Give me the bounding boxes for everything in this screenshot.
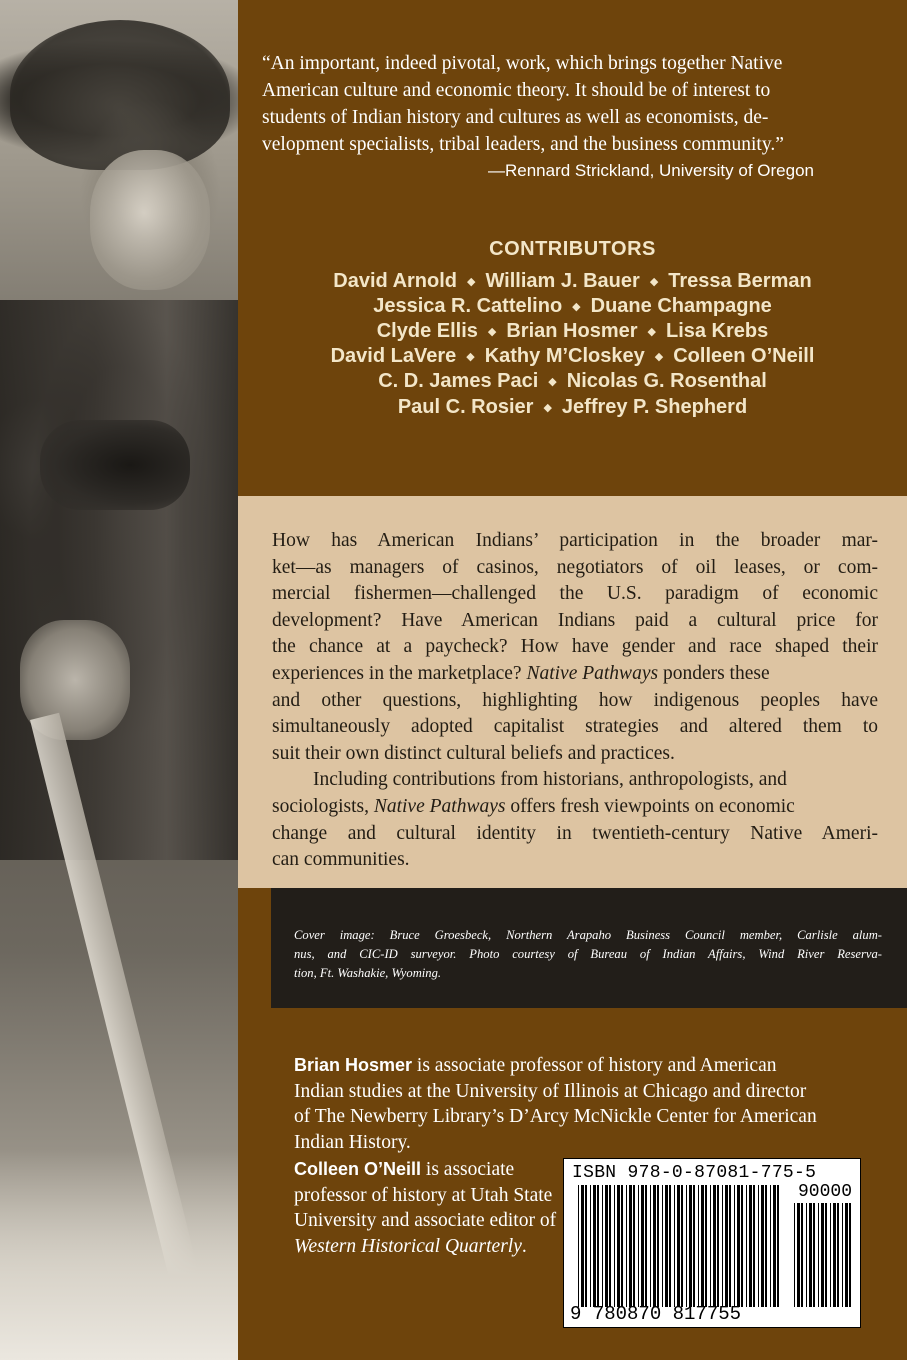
contributor-name: Jessica R. Cattelino bbox=[373, 295, 563, 317]
barcode-bar bbox=[722, 1185, 723, 1307]
bio-line: Indian studies at the University of Illinois at Chicago and director bbox=[294, 1080, 807, 1102]
barcode-bar bbox=[626, 1185, 627, 1307]
barcode-bar bbox=[734, 1185, 735, 1307]
barcode-bar bbox=[701, 1185, 704, 1307]
barcode-bar bbox=[605, 1185, 608, 1307]
bio-line: University and associate editor of bbox=[294, 1210, 557, 1232]
desc-line: development? Have American Indians paid a cultural price for bbox=[272, 609, 878, 631]
barcode-bar bbox=[581, 1185, 584, 1307]
isbn-barcode bbox=[563, 1158, 861, 1328]
barcode-bar bbox=[818, 1203, 819, 1307]
barcode-bar bbox=[693, 1185, 695, 1307]
bio-line bbox=[294, 1053, 854, 1079]
desc-text: experiences in the marketplace? bbox=[272, 662, 522, 684]
desc-line: change and cultural identity in twentieth-century Native Ameri- bbox=[272, 822, 878, 844]
addon-barcode-bars bbox=[794, 1203, 852, 1307]
contributor-name: Brian Hosmer bbox=[506, 320, 638, 342]
barcode-bar bbox=[729, 1185, 731, 1307]
separator-diamond-icon: ◆ bbox=[466, 351, 475, 363]
barcode-bar bbox=[845, 1203, 848, 1307]
contributor-name: David Arnold bbox=[333, 270, 458, 292]
barcode-bar bbox=[645, 1185, 647, 1307]
desc-line: and other questions, highlighting how indigenous peoples have bbox=[272, 689, 878, 711]
caption-panel bbox=[271, 888, 907, 1008]
contributor-name: Colleen O’Neill bbox=[673, 345, 815, 367]
barcode-bar bbox=[837, 1203, 839, 1307]
barcode-bar bbox=[713, 1185, 716, 1307]
barcode-bar bbox=[710, 1185, 711, 1307]
desc-line: mercial fishermen—challenged the U.S. paradigm of economic bbox=[272, 583, 878, 605]
isbn-text: ISBN 978-0-87081-775-5 bbox=[572, 1163, 817, 1183]
barcode-bar bbox=[842, 1203, 843, 1307]
quote-line: students of Indian history and cultures as well as economists, de- bbox=[262, 107, 769, 128]
barcode-bar bbox=[578, 1185, 579, 1307]
barcode-bar bbox=[617, 1185, 620, 1307]
barcode-bar bbox=[662, 1185, 663, 1307]
desc-line bbox=[272, 661, 878, 688]
contributors-row bbox=[238, 270, 907, 293]
quote-line: velopment specialists, tribal leaders, and the business community.” bbox=[262, 134, 784, 155]
barcode-bar bbox=[681, 1185, 683, 1307]
desc-line: simultaneously adopted capitalist strategies and altered them to bbox=[272, 716, 878, 738]
barcode-bar bbox=[590, 1185, 591, 1307]
book-title: Native Pathways bbox=[526, 662, 659, 684]
barcode-bar bbox=[737, 1185, 740, 1307]
barcode-bar bbox=[653, 1185, 656, 1307]
barcode-bar bbox=[686, 1185, 687, 1307]
photo-hat-shape bbox=[10, 20, 230, 170]
separator-diamond-icon: ◆ bbox=[467, 276, 476, 288]
editor-bio-hosmer bbox=[294, 1053, 854, 1155]
barcode-bar bbox=[629, 1185, 632, 1307]
description-text bbox=[272, 528, 878, 874]
photo-coat-shape bbox=[0, 300, 238, 860]
barcode-bar bbox=[593, 1185, 596, 1307]
barcode-bar bbox=[677, 1185, 680, 1307]
barcode-bar bbox=[801, 1203, 803, 1307]
bio-line bbox=[294, 1234, 554, 1260]
barcode-bar bbox=[830, 1203, 831, 1307]
barcode-bar bbox=[794, 1203, 795, 1307]
barcode-bar bbox=[749, 1185, 752, 1307]
barcode-bar bbox=[813, 1203, 815, 1307]
barcode-bar bbox=[585, 1185, 587, 1307]
barcode-bar bbox=[849, 1203, 851, 1307]
barcode-bar bbox=[758, 1185, 759, 1307]
quote-attribution: —Rennard Strickland, University of Oregon bbox=[488, 161, 814, 180]
separator-diamond-icon: ◆ bbox=[548, 376, 557, 388]
separator-diamond-icon: ◆ bbox=[654, 351, 664, 363]
caption-line: tion, Ft. Washakie, Wyoming. bbox=[294, 966, 442, 980]
barcode-bar bbox=[777, 1185, 779, 1307]
separator-diamond-icon: ◆ bbox=[647, 326, 656, 338]
bio-text: is associate bbox=[425, 1159, 515, 1180]
separator-diamond-icon: ◆ bbox=[487, 326, 497, 338]
bio-line bbox=[294, 1157, 554, 1183]
barcode-digits: 9 780870 817755 bbox=[570, 1303, 742, 1325]
price-code: 90000 bbox=[798, 1182, 853, 1202]
desc-line: ket—as managers of casinos, negotiators of oil leases, or com- bbox=[272, 556, 878, 578]
desc-line: Including contributions from historians, anthropologists, and bbox=[313, 769, 787, 791]
contributors-row bbox=[238, 370, 907, 393]
barcode-bar bbox=[833, 1203, 836, 1307]
barcode-bar bbox=[657, 1185, 659, 1307]
bio-line: professor of history at Utah State bbox=[294, 1184, 553, 1206]
description-panel bbox=[238, 496, 907, 888]
contributors-heading: CONTRIBUTORS bbox=[489, 238, 656, 260]
quote-line: “An important, indeed pivotal, work, which brings together Native bbox=[262, 53, 783, 74]
quote-line: American culture and economic theory. It should be of interest to bbox=[262, 80, 771, 101]
book-title: Native Pathways bbox=[373, 795, 506, 817]
journal-title: Western Historical Quarterly bbox=[294, 1235, 522, 1257]
desc-line: suit their own distinct cultural beliefs and practices. bbox=[272, 742, 675, 764]
barcode-bar bbox=[689, 1185, 692, 1307]
barcode-bar bbox=[741, 1185, 743, 1307]
desc-text: ponders these bbox=[662, 662, 770, 684]
barcode-bars bbox=[578, 1185, 784, 1307]
contributors-row bbox=[238, 345, 907, 368]
cover-photo bbox=[0, 0, 238, 1360]
barcode-bar bbox=[698, 1185, 699, 1307]
desc-line: How has American Indians’ participation in the broader mar- bbox=[272, 530, 878, 551]
barcode-bar bbox=[773, 1185, 776, 1307]
editor-bio-oneill bbox=[294, 1157, 557, 1259]
separator-diamond-icon: ◆ bbox=[649, 276, 659, 288]
barcode-bar bbox=[669, 1185, 671, 1307]
contributors-row bbox=[238, 320, 907, 343]
contributor-name: Lisa Krebs bbox=[665, 320, 769, 342]
barcode-bar bbox=[746, 1185, 747, 1307]
barcode-bar bbox=[797, 1203, 800, 1307]
barcode-bar bbox=[674, 1185, 675, 1307]
contributor-name: Nicolas G. Rosenthal bbox=[566, 370, 767, 392]
barcode-bar bbox=[806, 1203, 807, 1307]
desc-line: the chance at a paycheck? How have gender and race shaped their bbox=[272, 636, 878, 658]
contributor-name: William J. Bauer bbox=[485, 270, 640, 292]
barcode-bar bbox=[621, 1185, 623, 1307]
barcode-bar bbox=[665, 1185, 668, 1307]
barcode-bar bbox=[821, 1203, 824, 1307]
bio-line: Indian History. bbox=[294, 1131, 411, 1153]
barcode-bar bbox=[614, 1185, 615, 1307]
barcode-bar bbox=[809, 1203, 812, 1307]
barcode-bar bbox=[638, 1185, 639, 1307]
photo-ground-shape bbox=[0, 1150, 238, 1360]
contributors-row bbox=[238, 295, 907, 318]
barcode-bar bbox=[765, 1185, 767, 1307]
contributor-name: Jeffrey P. Shepherd bbox=[561, 396, 748, 418]
barcode-bar bbox=[609, 1185, 611, 1307]
contributor-name: C. D. James Paci bbox=[378, 370, 539, 392]
bio-text: is associate professor of history and American bbox=[416, 1055, 777, 1076]
photo-instrument-shape bbox=[40, 420, 190, 510]
desc-text: offers fresh viewpoints on economic bbox=[510, 795, 795, 817]
desc-text: sociologists, bbox=[272, 795, 369, 817]
barcode-bar bbox=[717, 1185, 719, 1307]
barcode-bar bbox=[705, 1185, 707, 1307]
bio-line: of The Newberry Library’s D’Arcy McNickle Center for American bbox=[294, 1106, 817, 1128]
barcode-bar bbox=[602, 1185, 603, 1307]
barcode-bar bbox=[597, 1185, 599, 1307]
contributor-name: Tressa Berman bbox=[668, 270, 812, 292]
separator-diamond-icon: ◆ bbox=[543, 402, 552, 414]
editor-name: Brian Hosmer bbox=[294, 1055, 413, 1075]
cover-image-caption bbox=[294, 926, 882, 983]
contributor-name: David LaVere bbox=[330, 345, 457, 367]
photo-face-shape bbox=[90, 150, 210, 290]
barcode-bar bbox=[825, 1203, 827, 1307]
contributor-name: Kathy M’Closkey bbox=[484, 345, 645, 367]
barcode-bar bbox=[650, 1185, 651, 1307]
caption-line: nus, and CIC-ID surveyor. Photo courtesy of Bureau of Indian Affairs, Wind River Reserva- bbox=[294, 947, 882, 961]
caption-line: Cover image: Bruce Groesbeck, Northern Arapaho Business Council member, Carlisle alum- bbox=[294, 928, 882, 942]
desc-line: can communities. bbox=[272, 849, 410, 871]
desc-line bbox=[272, 794, 878, 821]
barcode-bar bbox=[753, 1185, 755, 1307]
contributors-row bbox=[238, 396, 907, 419]
barcode-bar bbox=[641, 1185, 644, 1307]
barcode-bar bbox=[725, 1185, 728, 1307]
contributor-name: Clyde Ellis bbox=[376, 320, 478, 342]
barcode-bar bbox=[633, 1185, 635, 1307]
contributor-name: Duane Champagne bbox=[590, 295, 772, 317]
barcode-bar bbox=[770, 1185, 771, 1307]
endorsement-quote bbox=[262, 50, 874, 158]
separator-diamond-icon: ◆ bbox=[572, 301, 581, 313]
editor-name: Colleen O’Neill bbox=[294, 1159, 422, 1179]
barcode-bar bbox=[761, 1185, 764, 1307]
contributor-name: Paul C. Rosier bbox=[397, 396, 534, 418]
bio-text: . bbox=[521, 1235, 527, 1257]
